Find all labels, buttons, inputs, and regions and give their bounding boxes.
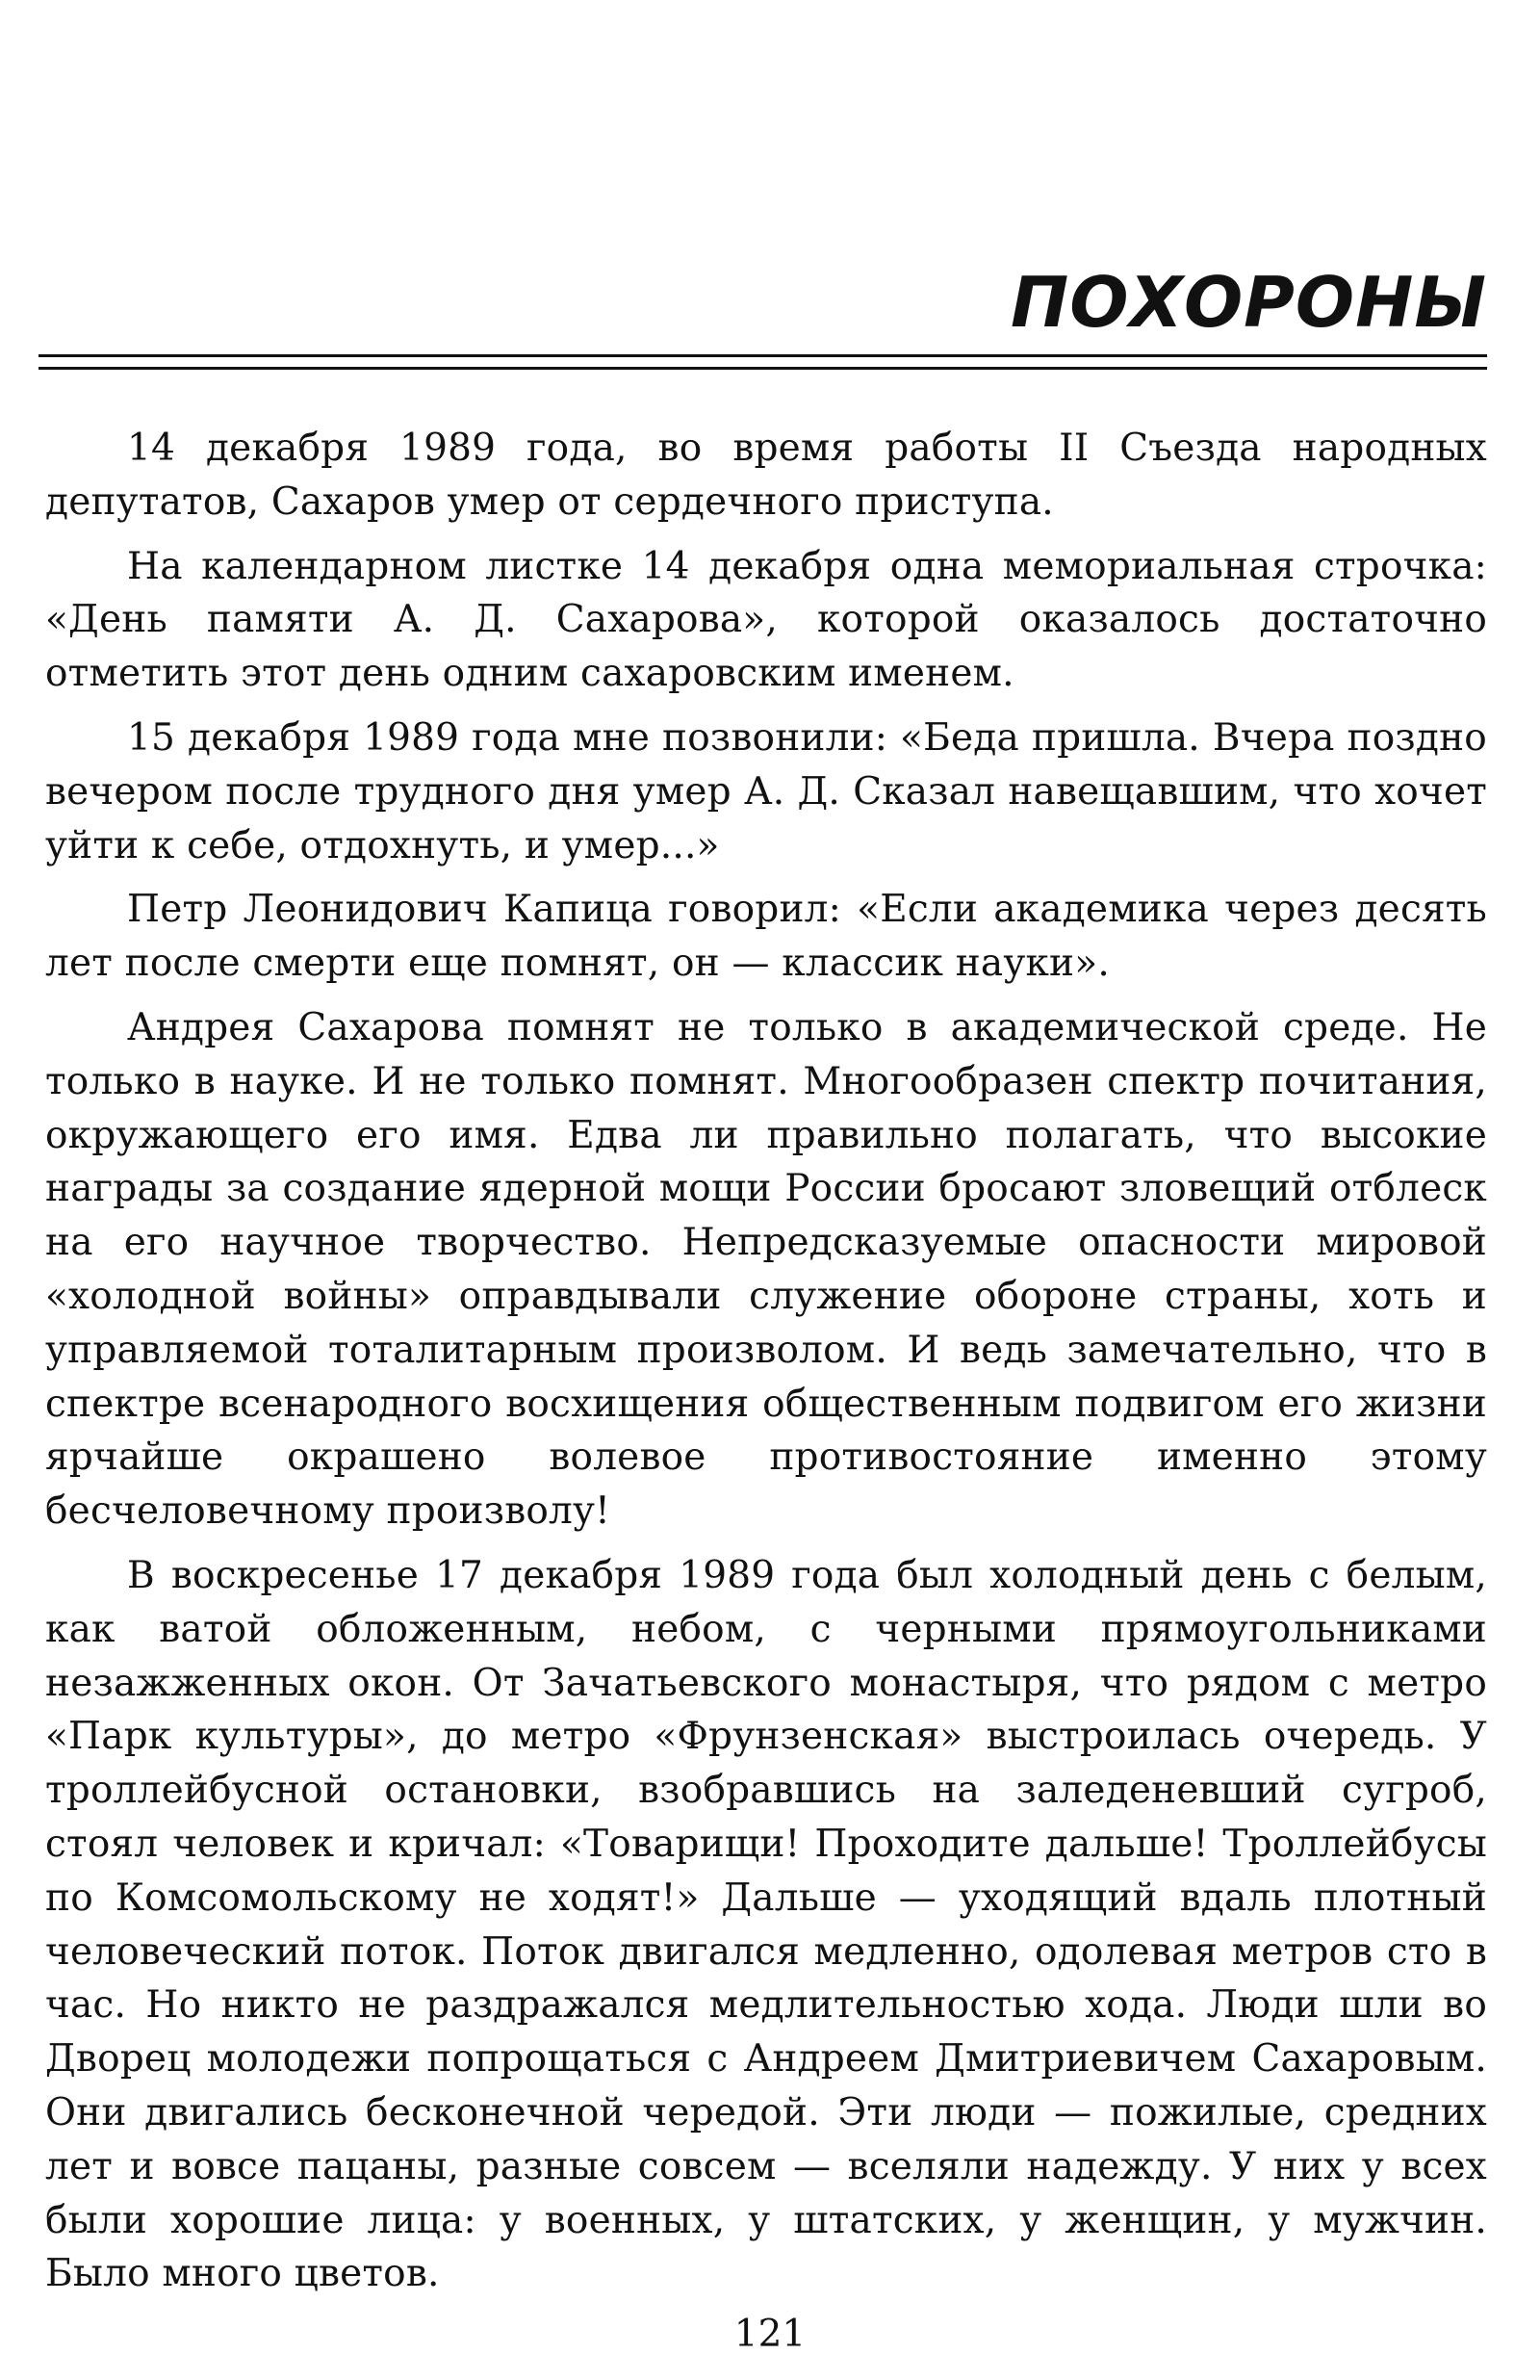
body-text — [45, 422, 1487, 2312]
title-rule-upper — [38, 354, 1487, 357]
paragraph: Петр Леонидович Капица говорил: «Если академика через десять лет после смерти еще помнят, он — классик науки». — [45, 888, 1487, 986]
page-number: 121 — [733, 2313, 807, 2356]
paragraph: Андрея Сахарова помнят не только в академической среде. Не только в науке. И не только помнят. Многообразен спектр почитания, окружающего его имя. Едва ли правильно полагать, что высокие награды за создание ядерной мощи России бросают зловещий отблеск на его научное творчество. Непредсказуемые опасности мировой «холодной войны» оправдывали служение обороне страны, хоть и управляемой тоталитарным произволом. И ведь замечательно, что в спектре всенародного восхищения общественным подвигом его жизни ярчайше окрашено волевое противостояние именно этому бесчеловечному произволу! — [45, 1005, 1487, 1534]
paragraph: 15 декабря 1989 года мне позвонили: «Беда пришла. Вчера поздно вечером после трудного дня умер А. Д. Сказал навещавшим, что хочет уйти к себе, отдохнуть, и умер...» — [45, 715, 1487, 867]
chapter-title: ПОХОРОНЫ — [1010, 262, 1487, 343]
paragraph: На календарном листке 14 декабря одна мемориальная строчка: «День памяти А. Д. Сахарова», которой оказалось достаточно отметить этот день одним сахаровским именем. — [45, 544, 1487, 696]
title-rule-lower — [38, 367, 1487, 370]
paragraph: 14 декабря 1989 года, во время работы II Съезда народных депутатов, Сахаров умер от сердечного приступа. — [45, 427, 1487, 524]
paragraph: В воскресенье 17 декабря 1989 года был холодный день с белым, как ватой обложенным, небом, с черными прямоугольниками незажженных окон. От Зачатьевского монастыря, что рядом с метро «Парк культуры», до метро «Фрунзенская» выстроилась очередь. У троллейбусной остановки, взобравшись на заледеневший сугроб, стоял человек и кричал: «Товарищи! Проходите дальше! Троллейбусы по Комсомольскому не ходят!» Дальше — уходящий вдаль плотный человеческий поток. Поток двигался медленно, одолевая метров сто в час. Но никто не раздражался медлительностью хода. Люди шли во Дворец молодежи попрощаться с Андреем Дмитриевичем Сахаровым. Они двигались бесконечной чередой. Эти люди — пожилые, средних лет и вовсе пацаны, разные совсем — вселяли надежду. У них у всех были хорошие лица: у военных, у штатских, у женщин, у мужчин. Было много цветов. — [45, 1553, 1487, 2296]
